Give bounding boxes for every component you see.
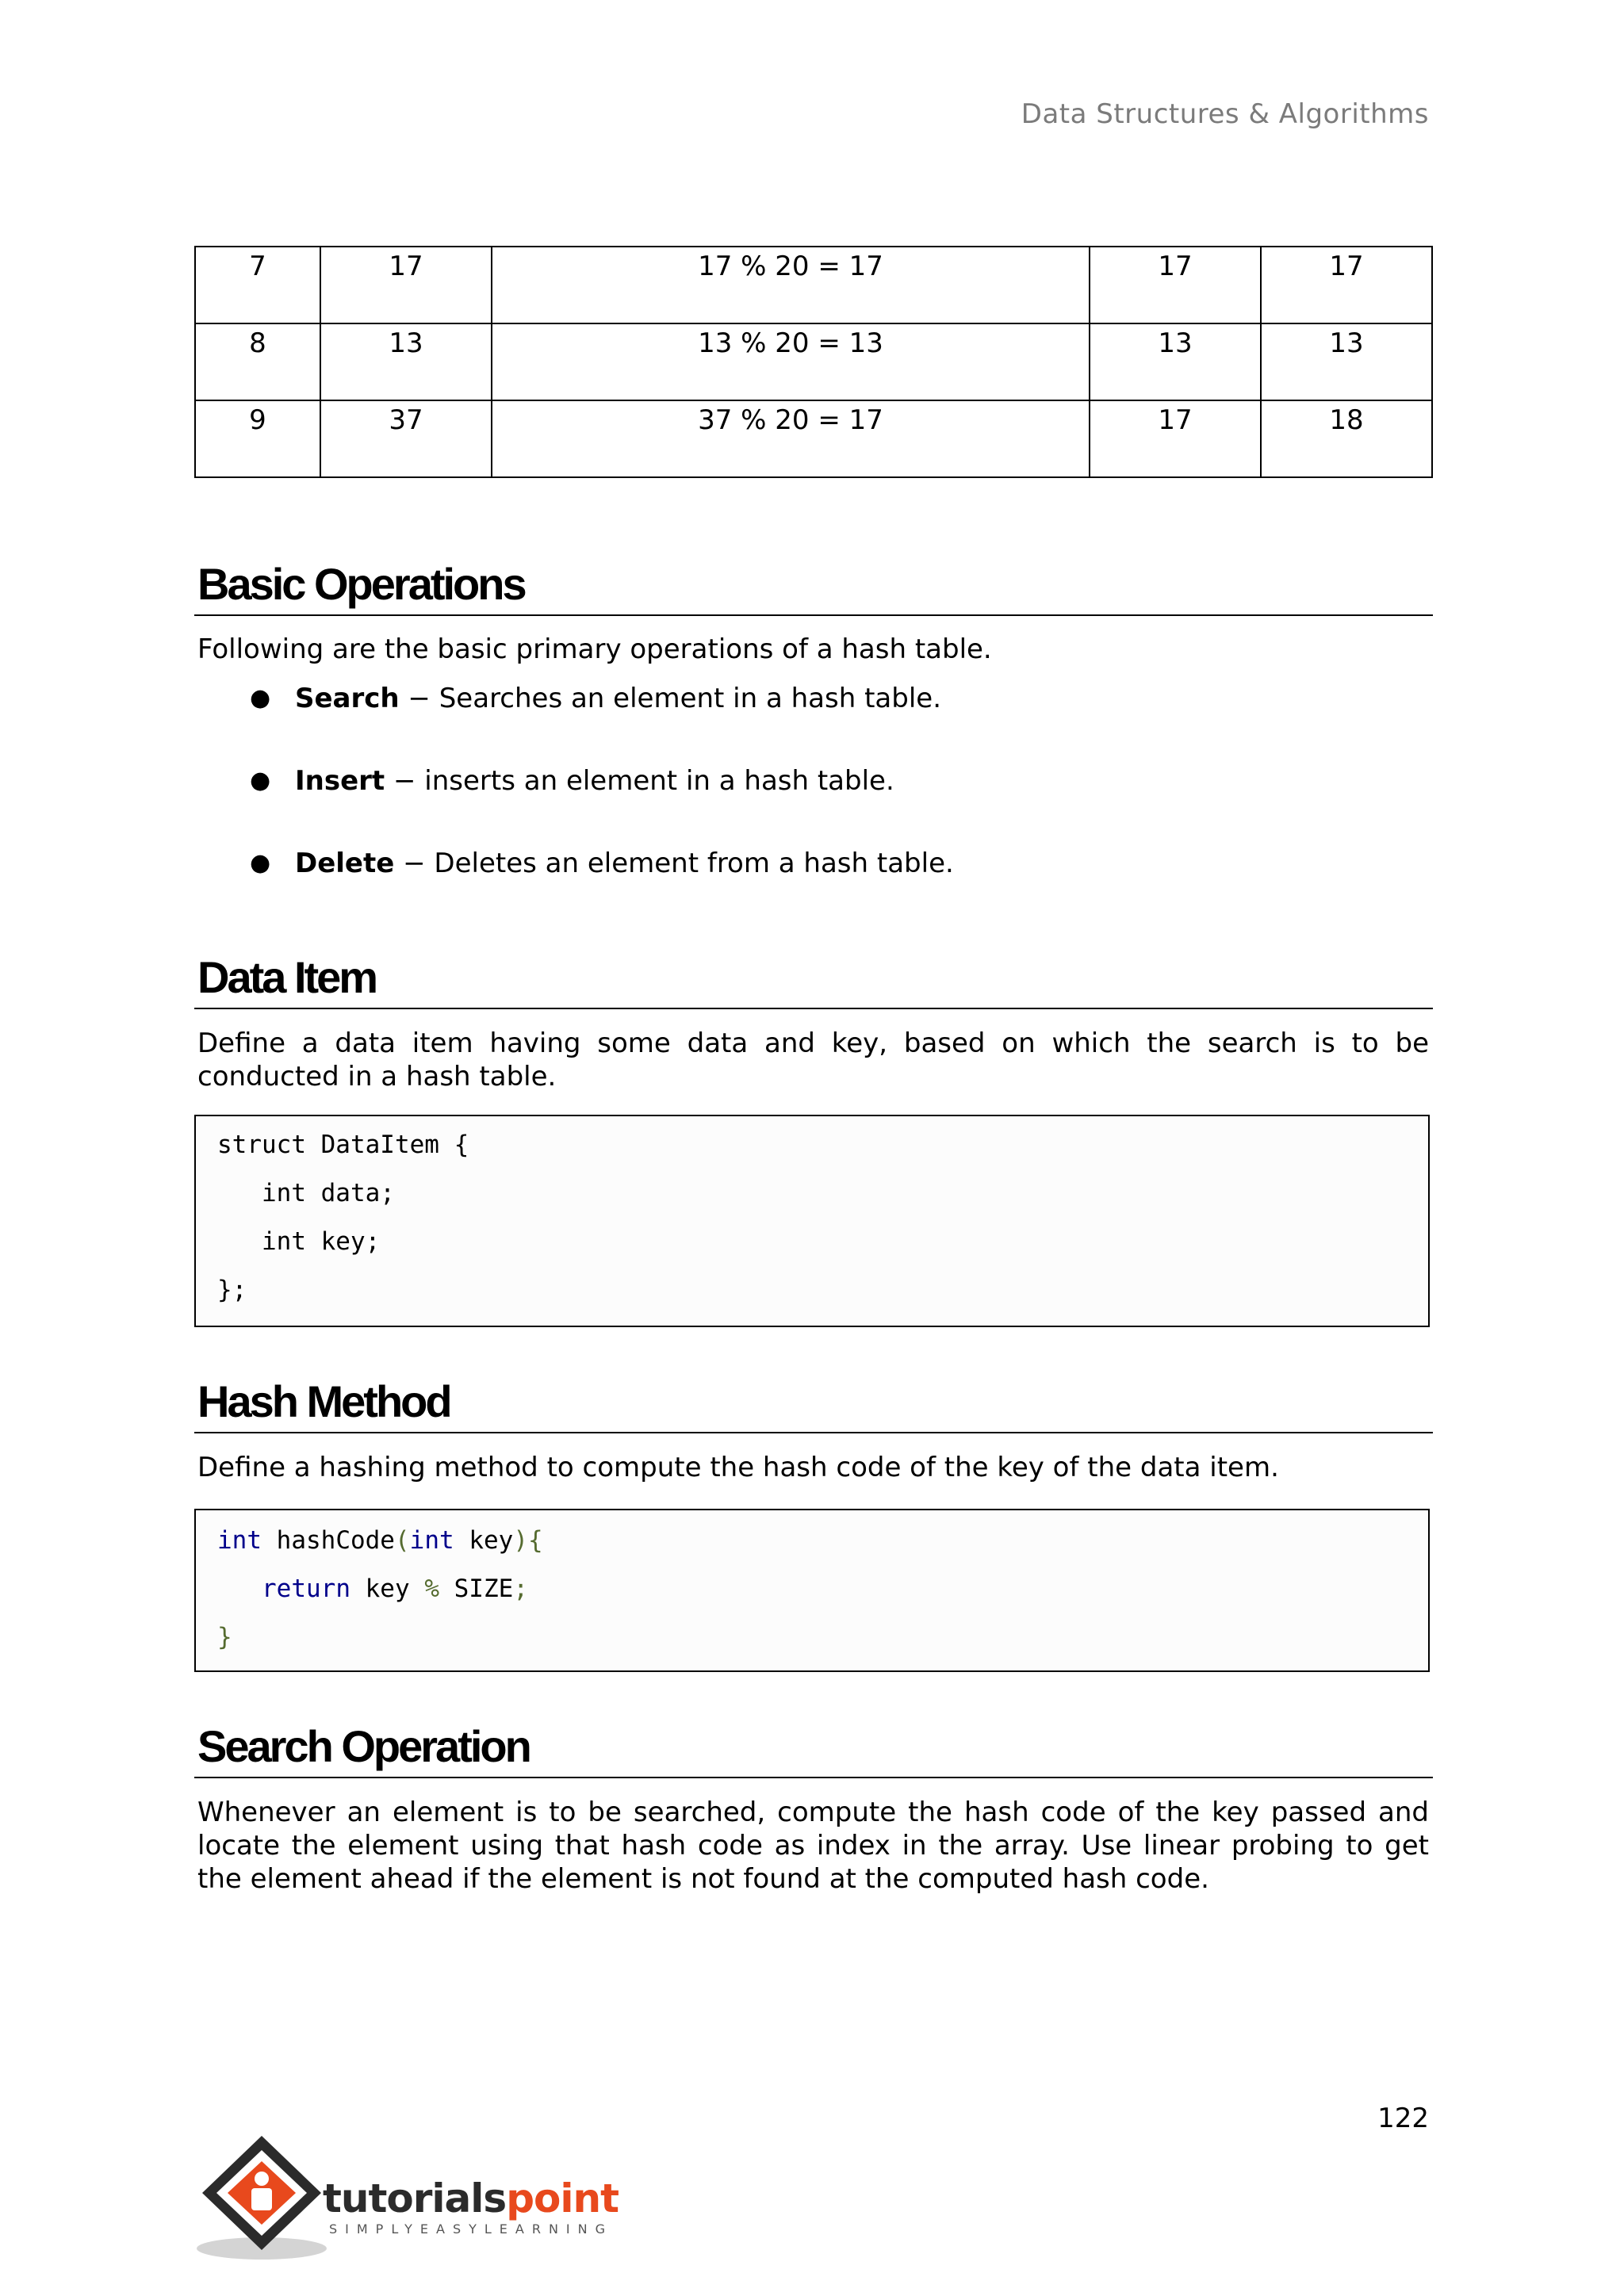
heading-hash-method: Hash Method <box>197 1376 450 1426</box>
heading-data-item: Data Item <box>197 952 377 1002</box>
table-row <box>195 247 1432 323</box>
code-identifier: key <box>454 1526 514 1555</box>
bullet-icon: ● <box>250 767 271 794</box>
code-line <box>217 1526 543 1555</box>
code-block-data-item <box>194 1115 1430 1327</box>
code-operator: % <box>424 1575 439 1603</box>
table-row <box>195 323 1432 400</box>
desc-delete: − Deletes an element from a hash table. <box>394 848 954 879</box>
bullet-icon: ● <box>250 684 271 712</box>
code-line: int data; <box>217 1179 395 1207</box>
code-semicolon: ; <box>513 1575 528 1603</box>
hash-method-text: Define a hashing method to compute the hash code of the key of the data item. <box>197 1452 1279 1483</box>
table-cell: 13 <box>1261 323 1432 400</box>
code-paren: ( <box>394 1526 410 1555</box>
code-line: struct DataItem { <box>217 1131 469 1159</box>
data-item-text: Define a data item having some data and key, based on which the search is to be conducted in a hash table. <box>197 1027 1429 1093</box>
svg-text:SIMPLYEASYLEARNING: SIMPLYEASYLEARNING <box>329 2221 614 2237</box>
heading-search-operation: Search Operation <box>197 1721 530 1771</box>
search-operation-text: Whenever an element is to be searched, compute the hash code of the key passed and locate the element using that hash code as index in the array. Use linear probing to get the element ahead if the element is not found at the computed hash code. <box>197 1797 1429 1895</box>
tutorialspoint-logo <box>194 2130 638 2264</box>
table-cell: 18 <box>1261 400 1432 477</box>
hash-table-example <box>194 246 1433 478</box>
code-block-hash-method <box>194 1509 1430 1672</box>
code-paren: ){ <box>513 1526 543 1555</box>
table-cell: 17 <box>1090 247 1261 323</box>
term-insert: Insert <box>295 765 385 797</box>
desc-search: − Searches an element in a hash table. <box>399 683 941 714</box>
heading-underline <box>194 1777 1433 1778</box>
heading-underline <box>194 1432 1433 1433</box>
page-number: 122 <box>1377 2103 1429 2134</box>
code-keyword: int <box>409 1526 454 1555</box>
code-keyword: int <box>217 1526 262 1555</box>
code-line: } <box>217 1623 232 1651</box>
page-header: Data Structures & Algorithms <box>1021 98 1429 130</box>
table-cell: 13 <box>320 323 492 400</box>
operations-list <box>197 682 1387 929</box>
table-cell: 17 <box>1261 247 1432 323</box>
table-cell: 17 <box>1090 400 1261 477</box>
table-cell: 8 <box>195 323 320 400</box>
table-cell: 7 <box>195 247 320 323</box>
table-cell: 13 % 20 = 13 <box>492 323 1090 400</box>
table-cell: 13 <box>1090 323 1261 400</box>
heading-basic-operations: Basic Operations <box>197 559 525 609</box>
code-line <box>217 1575 528 1603</box>
basic-operations-intro: Following are the basic primary operations of a hash table. <box>197 633 992 665</box>
code-line: }; <box>217 1276 247 1304</box>
heading-underline <box>194 1008 1433 1009</box>
list-item-insert <box>197 764 1387 847</box>
svg-text:tutorialspoint: tutorialspoint <box>323 2175 619 2221</box>
desc-insert: − inserts an element in a hash table. <box>385 765 894 797</box>
table-cell: 37 % 20 = 17 <box>492 400 1090 477</box>
term-delete: Delete <box>295 848 395 879</box>
code-identifier: SIZE <box>439 1575 514 1603</box>
table-cell: 17 % 20 = 17 <box>492 247 1090 323</box>
heading-underline <box>194 614 1433 616</box>
term-search: Search <box>295 683 400 714</box>
code-identifier: key <box>350 1575 425 1603</box>
bullet-icon: ● <box>250 849 271 877</box>
table-cell: 17 <box>320 247 492 323</box>
code-identifier: hashCode <box>262 1526 395 1555</box>
table-row <box>195 400 1432 477</box>
code-line: int key; <box>217 1227 381 1256</box>
list-item-search <box>197 682 1387 764</box>
table-cell: 9 <box>195 400 320 477</box>
code-keyword: return <box>262 1575 350 1603</box>
table-cell: 37 <box>320 400 492 477</box>
list-item-delete <box>197 847 1387 929</box>
